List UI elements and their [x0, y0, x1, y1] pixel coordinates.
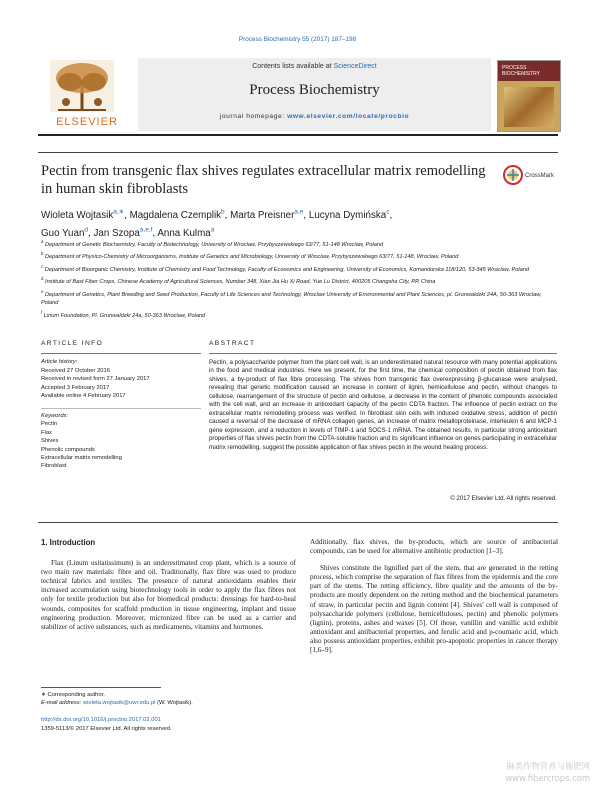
affiliation-text: Department of Bioorganic Chemistry, Institute of Chemistry and Food Technology, Faculty of Economics and Engineering, University of Economics, Komandorska 118/120, 53-345 Wroclaw, Poland [44, 266, 529, 273]
affiliation [41, 250, 556, 261]
author-name: Anna Kulma [157, 227, 211, 239]
history-item: Accepted 3 February 2017 [41, 384, 110, 391]
body-column-left [41, 538, 296, 632]
author [309, 210, 392, 221]
corresponding-author-note: ∗ Corresponding author. [41, 692, 105, 698]
affiliation-mark: c [41, 263, 44, 269]
homepage-prefix: journal homepage: [219, 113, 288, 120]
article-history [41, 358, 201, 401]
keyword: Phenolic compounds [41, 446, 95, 453]
crossmark-icon [503, 165, 523, 185]
contents-prefix: Contents lists available at [252, 63, 334, 70]
email-link[interactable]: wioleta.wojtasik@uwr.edu.pl [82, 700, 156, 706]
body-rule [38, 522, 558, 523]
author-separator: , [152, 227, 158, 239]
keywords [41, 412, 201, 471]
email-line [41, 699, 296, 707]
author-affil-mark[interactable]: d [84, 226, 89, 234]
affiliation-text: Linum Foundation, Pl. Grunwaldzki 24a, 50-363 Wroclaw, Poland [43, 312, 206, 319]
body-paragraph: Additionally, flax shives, the by-products, which are source of antibacterial compounds, can be used for alternative antibiotic production [1–3]. [310, 538, 558, 556]
author-affil-mark[interactable]: a,e [294, 209, 304, 216]
email-label: E-mail address: [41, 700, 83, 706]
affiliation [41, 288, 556, 308]
author-name: Wioleta Wojtasik [41, 210, 114, 222]
affiliation-text: Department of Genetic Biochemistry, Faculty of Biotechnology, University of Wroclaw, Przybyszewskiego 63/77, 51-148 Wroclaw, Poland [45, 241, 384, 248]
article-info-heading: ARTICLE INFO [41, 340, 104, 347]
author-separator: , [124, 210, 130, 222]
issn-line: 1359-5113/© 2017 Elsevier Ltd. All rights reserved. [41, 725, 172, 732]
author-separator: , [389, 210, 393, 222]
affiliation-mark: d [41, 276, 44, 282]
author [41, 228, 93, 239]
author-name: Marta Preisner [230, 210, 295, 222]
author-separator: , [303, 210, 309, 222]
watermark [420, 760, 590, 784]
keywords-heading: Keywords: [41, 413, 69, 419]
author-list [41, 206, 556, 241]
author [130, 210, 231, 221]
cover-artwork [504, 87, 554, 127]
history-heading: Article history: [41, 359, 78, 365]
abstract-heading: ABSTRACT [209, 340, 256, 347]
affiliation [41, 238, 556, 249]
cover-title [502, 65, 540, 77]
author [157, 228, 214, 239]
author-name: Guo Yuan [41, 227, 85, 239]
author-name: Lucyna Dymińska [308, 210, 387, 222]
keyword: Extracellular matrix remodelling [41, 455, 122, 462]
title-rule [38, 152, 558, 153]
affiliation-mark: f [41, 309, 43, 315]
masthead-banner [138, 58, 491, 131]
affiliation [41, 309, 556, 320]
journal-homepage-line [138, 113, 491, 120]
author-separator: , [224, 210, 231, 222]
publisher-name: ELSEVIER [56, 116, 118, 128]
author [230, 210, 309, 221]
cover-title-line1: PROCESS [502, 65, 527, 71]
author-name: Jan Szopa [93, 227, 140, 239]
author-affil-mark[interactable]: b [221, 209, 225, 216]
author [41, 210, 130, 221]
author-affil-mark[interactable]: a [210, 226, 215, 234]
introduction-heading: 1. Introduction [41, 538, 96, 547]
keywords-rule [41, 408, 201, 409]
email-suffix: (W. Wojtasik). [155, 700, 193, 706]
homepage-link[interactable]: www.elsevier.com/locate/procbio [287, 113, 410, 120]
affiliation-text: Institute of Bast Fiber Crops, Chinese Academy of Agricultural Sciences, Number 348, Xian Jia Hu Xi Road, Yue Lu District, 400205 Changsha City, PR China [45, 279, 436, 286]
keyword: Fibroblast [41, 463, 67, 470]
crossmark-label: CrossMark [525, 173, 555, 179]
abstract-rule [209, 353, 557, 354]
author [93, 228, 157, 239]
author-affil-mark[interactable]: a,e,f [139, 226, 153, 234]
copyright-notice: © 2017 Elsevier Ltd. All rights reserved. [450, 495, 557, 502]
watermark-line2: www.fibercrops.com [505, 773, 590, 783]
doi-link[interactable]: http://dx.doi.org/10.1016/j.procbio.2017.02.001 [41, 717, 161, 723]
history-item: Received 27 October 2016 [41, 367, 110, 374]
author-affil-mark[interactable]: a,∗ [113, 209, 125, 216]
author-affil-mark[interactable]: c [386, 209, 390, 216]
abstract-text: Pectin, a polysaccharide polymer from the plant cell wall, is an underestimated natural resource with many potential applications in the food and medical industries. Here we present, for the first time, the chemical composition of pectin obtained from flax shives, a by-product of flax fibre processing. The shives from transgenic flax overexpressing β-glucanase were analysed, revealing that genetic modification caused an increase in content of lignin, hemicellulose and pectin, without changes to cellulose, rearrangement of the structure of pectin and cellulose, a decrease in the content of phenolic compounds associated with the cell wall, and an increase in antioxidant capacity of the pectin CDTA fraction. The influence of pectin extract on the extracellular matrix remodelling process was verified. In fibroblast skin cells with induced oxidative stress, addition of pectin caused a reversal of the decrease of mRNA collagen genes, an increase of matrix metalloproteinase, interleukin 6 and MCP-1 gene expression, and a reduction in levels of TIMP-1 and SOCS-1 mRNA. The obtained results, in particular strong antioxidant properties of flax shives pectin from the CDTA-soluble fraction and its significant influence on genes participating in extracellular matrix remodelling, suggest the possible application of flax shives pectin in the wound healing process. [209, 359, 557, 451]
journal-citation[interactable] [0, 36, 595, 43]
author-separator: , [88, 227, 94, 239]
history-item: Received in revised form 27 January 2017 [41, 376, 150, 383]
keyword: Flax [41, 429, 52, 436]
journal-title: Process Biochemistry [249, 82, 380, 98]
article-title: Pectin from transgenic flax shives regulates extracellular matrix remodelling in human skin fibroblasts [41, 163, 486, 197]
history-item: Available online 4 February 2017 [41, 393, 126, 400]
footnote [41, 691, 296, 707]
doi-block [41, 716, 296, 733]
body-paragraph: Flax (Linum usitatissimum) is an underestimated crop plant, which is a source of two main raw materials: fibre and oil. Traditionally, flax fibre was used to produce technical fabrics and textiles. The presence of natural antioxidants enables their increased accumulation using biotechnology tools in order to apply the flax fibres not only for textile production but also for biomedical products: dressings for hard-to-heal wounds, composites for scaffold production in tissue engineering, implant and tissue engineering production. Moreover, micronized fibre can be used as a carrier and stabilizer of active substances, such as medicaments, vitamins and hormones. [41, 559, 296, 631]
crossmark-badge[interactable] [503, 163, 559, 191]
sciencedirect-link[interactable]: ScienceDirect [333, 63, 377, 70]
cover-title-line2: BIOCHEMISTRY [502, 71, 540, 77]
elsevier-tree-icon [50, 60, 114, 112]
keyword: Pectin [41, 421, 58, 428]
affiliation-mark: a [41, 239, 44, 244]
footnote-rule [41, 687, 161, 688]
elsevier-logo [42, 60, 128, 130]
watermark-line1: 麻类作物营养与施肥网 [506, 761, 590, 771]
affiliation-mark: b [41, 251, 44, 257]
author-name: Magdalena Czemplik [129, 210, 222, 222]
body-column-right [310, 538, 558, 655]
masthead-rule [38, 134, 558, 136]
affiliation-list [41, 238, 556, 321]
journal-cover-image [497, 60, 561, 132]
affiliation-mark: e [41, 288, 44, 294]
article-info-rule [41, 353, 201, 354]
affiliation [41, 275, 556, 286]
affiliation [41, 263, 556, 274]
affiliation-text: Department of Physico-Chemistry of Microorganisms, Institute of Genetics and Microbiology, University of Wroclaw, Przybyszewskiego 63/77, 51-148, Wroclaw, Poland [45, 254, 459, 261]
journal-masthead [38, 58, 558, 131]
keyword: Shives [41, 438, 59, 445]
contents-line [138, 63, 491, 70]
body-paragraph: Shives constitute the lignified part of the stem, that are generated in the retting process, which comprise the separation of flax fibres from the epidermis and the core part of the stems. The retting efficiency, fibre quality and the amounts of the by-products are mostly dependent on the retting method and the biochemical parameters of straw, in particular pectin and lignin content [4]. Shives' cell wall is composed of polysaccharide polymers (cellulose, hemicelluloses, pectin) and phenolic polymers (lignin), proteins, ashes and waxes [5]. Of those, vanillin and vanillic acid exhibit antioxidant and antibacterial properties, and ferulic acid and p-coumaric acid, which also possess antioxidant properties, exhibit pro-apoptotic properties in cancer therapy [1,6–9]. [310, 564, 558, 655]
journal-citation-text[interactable]: Process Biochemistry 55 (2017) 187–198 [238, 36, 357, 43]
affiliation-text: Department of Genetics, Plant Breeding and Seed Production, Faculty of Life Sciences and Technology, Wroclaw University of Environmental and Plant Sciences, pl. Grunwaldzki 24A, 50-363 Wroclaw, Poland [41, 291, 542, 307]
